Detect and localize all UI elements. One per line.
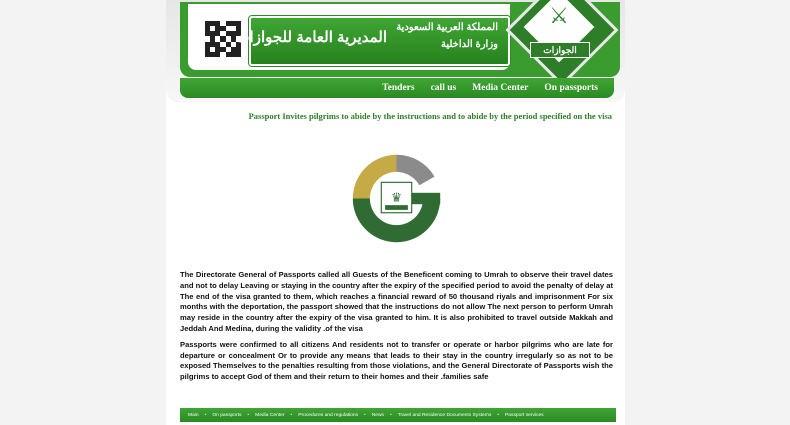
page-gutter-left: [0, 0, 166, 425]
footer-separator: •: [364, 412, 366, 418]
footer-link-media-center[interactable]: Media Center: [255, 412, 285, 418]
country-name: المملكة العربية السعودية: [396, 22, 498, 33]
footer-separator: •: [247, 412, 250, 418]
footer-link-news[interactable]: News: [371, 412, 384, 418]
footer-link-procedures[interactable]: Procedures and regulations: [298, 412, 359, 418]
footer-nav: [180, 408, 616, 422]
nav-item-on-passports[interactable]: On passports: [544, 83, 598, 93]
emblem-label: الجوازات: [530, 42, 590, 58]
footer-link-passport-services[interactable]: Passport services: [505, 412, 544, 418]
nav-item-tenders[interactable]: Tenders: [382, 83, 415, 93]
main-nav: [180, 78, 614, 98]
footer-separator: •: [497, 412, 500, 418]
passports-g-logo-icon: [349, 151, 444, 246]
nav-item-call-us[interactable]: call us: [430, 83, 457, 93]
article-body: [180, 270, 613, 388]
nav-item-media-center[interactable]: Media Center: [472, 83, 529, 93]
footer-separator: •: [204, 412, 207, 418]
article-paragraph: Passports were confirmed to all citizens And residents not to transfer or operate or harbor pilgrims who are late for departure or concealment Or to provide any means that leads to their stay in the country irregularly so as not to be exposed Themselves to the penalties resulting from those violations, and the General Directorate of Passports wish the pilgrims to accept God of them and their return to their homes and their .families safe: [180, 339, 613, 382]
page-gutter-right: [625, 0, 790, 425]
ministry-name: وزارة الداخلية: [440, 39, 498, 50]
footer-link-travel-documents[interactable]: Travel and Residence Documents Systems: [397, 412, 492, 418]
footer-separator: •: [389, 412, 392, 418]
article-paragraph: The Directorate General of Passports called all Guests of the Beneficent coming to Umrah to observe their travel dates and not to delay Leaving or staying in the country after the expiry of the specified period to avoid the penalty of delay at The end of the visa granted to them, which reaches a financial reward of 50 thousand riyals and imprisonment For six months with the deportation, the passport showed that the instructions do not allow The next person to perform Umrah may reside in the country after the expiry of the visa granted to him. It is also prohibited to travel outside Makkah and Jeddah And Medina, during the validity .of the visa: [180, 270, 613, 333]
svg-text:♛: ♛: [390, 190, 403, 205]
footer-separator: •: [290, 412, 293, 418]
news-ticker[interactable]: Passport Invites pilgrims to abide by the instructions and to abide by the period specified on the visa: [248, 111, 612, 121]
department-name: المديرية العامة للجوازات: [235, 29, 387, 46]
footer-link-main[interactable]: Main: [188, 412, 199, 418]
palm-swords-icon: ⚔: [549, 3, 569, 28]
footer-link-on-passports[interactable]: On passports: [212, 412, 242, 418]
